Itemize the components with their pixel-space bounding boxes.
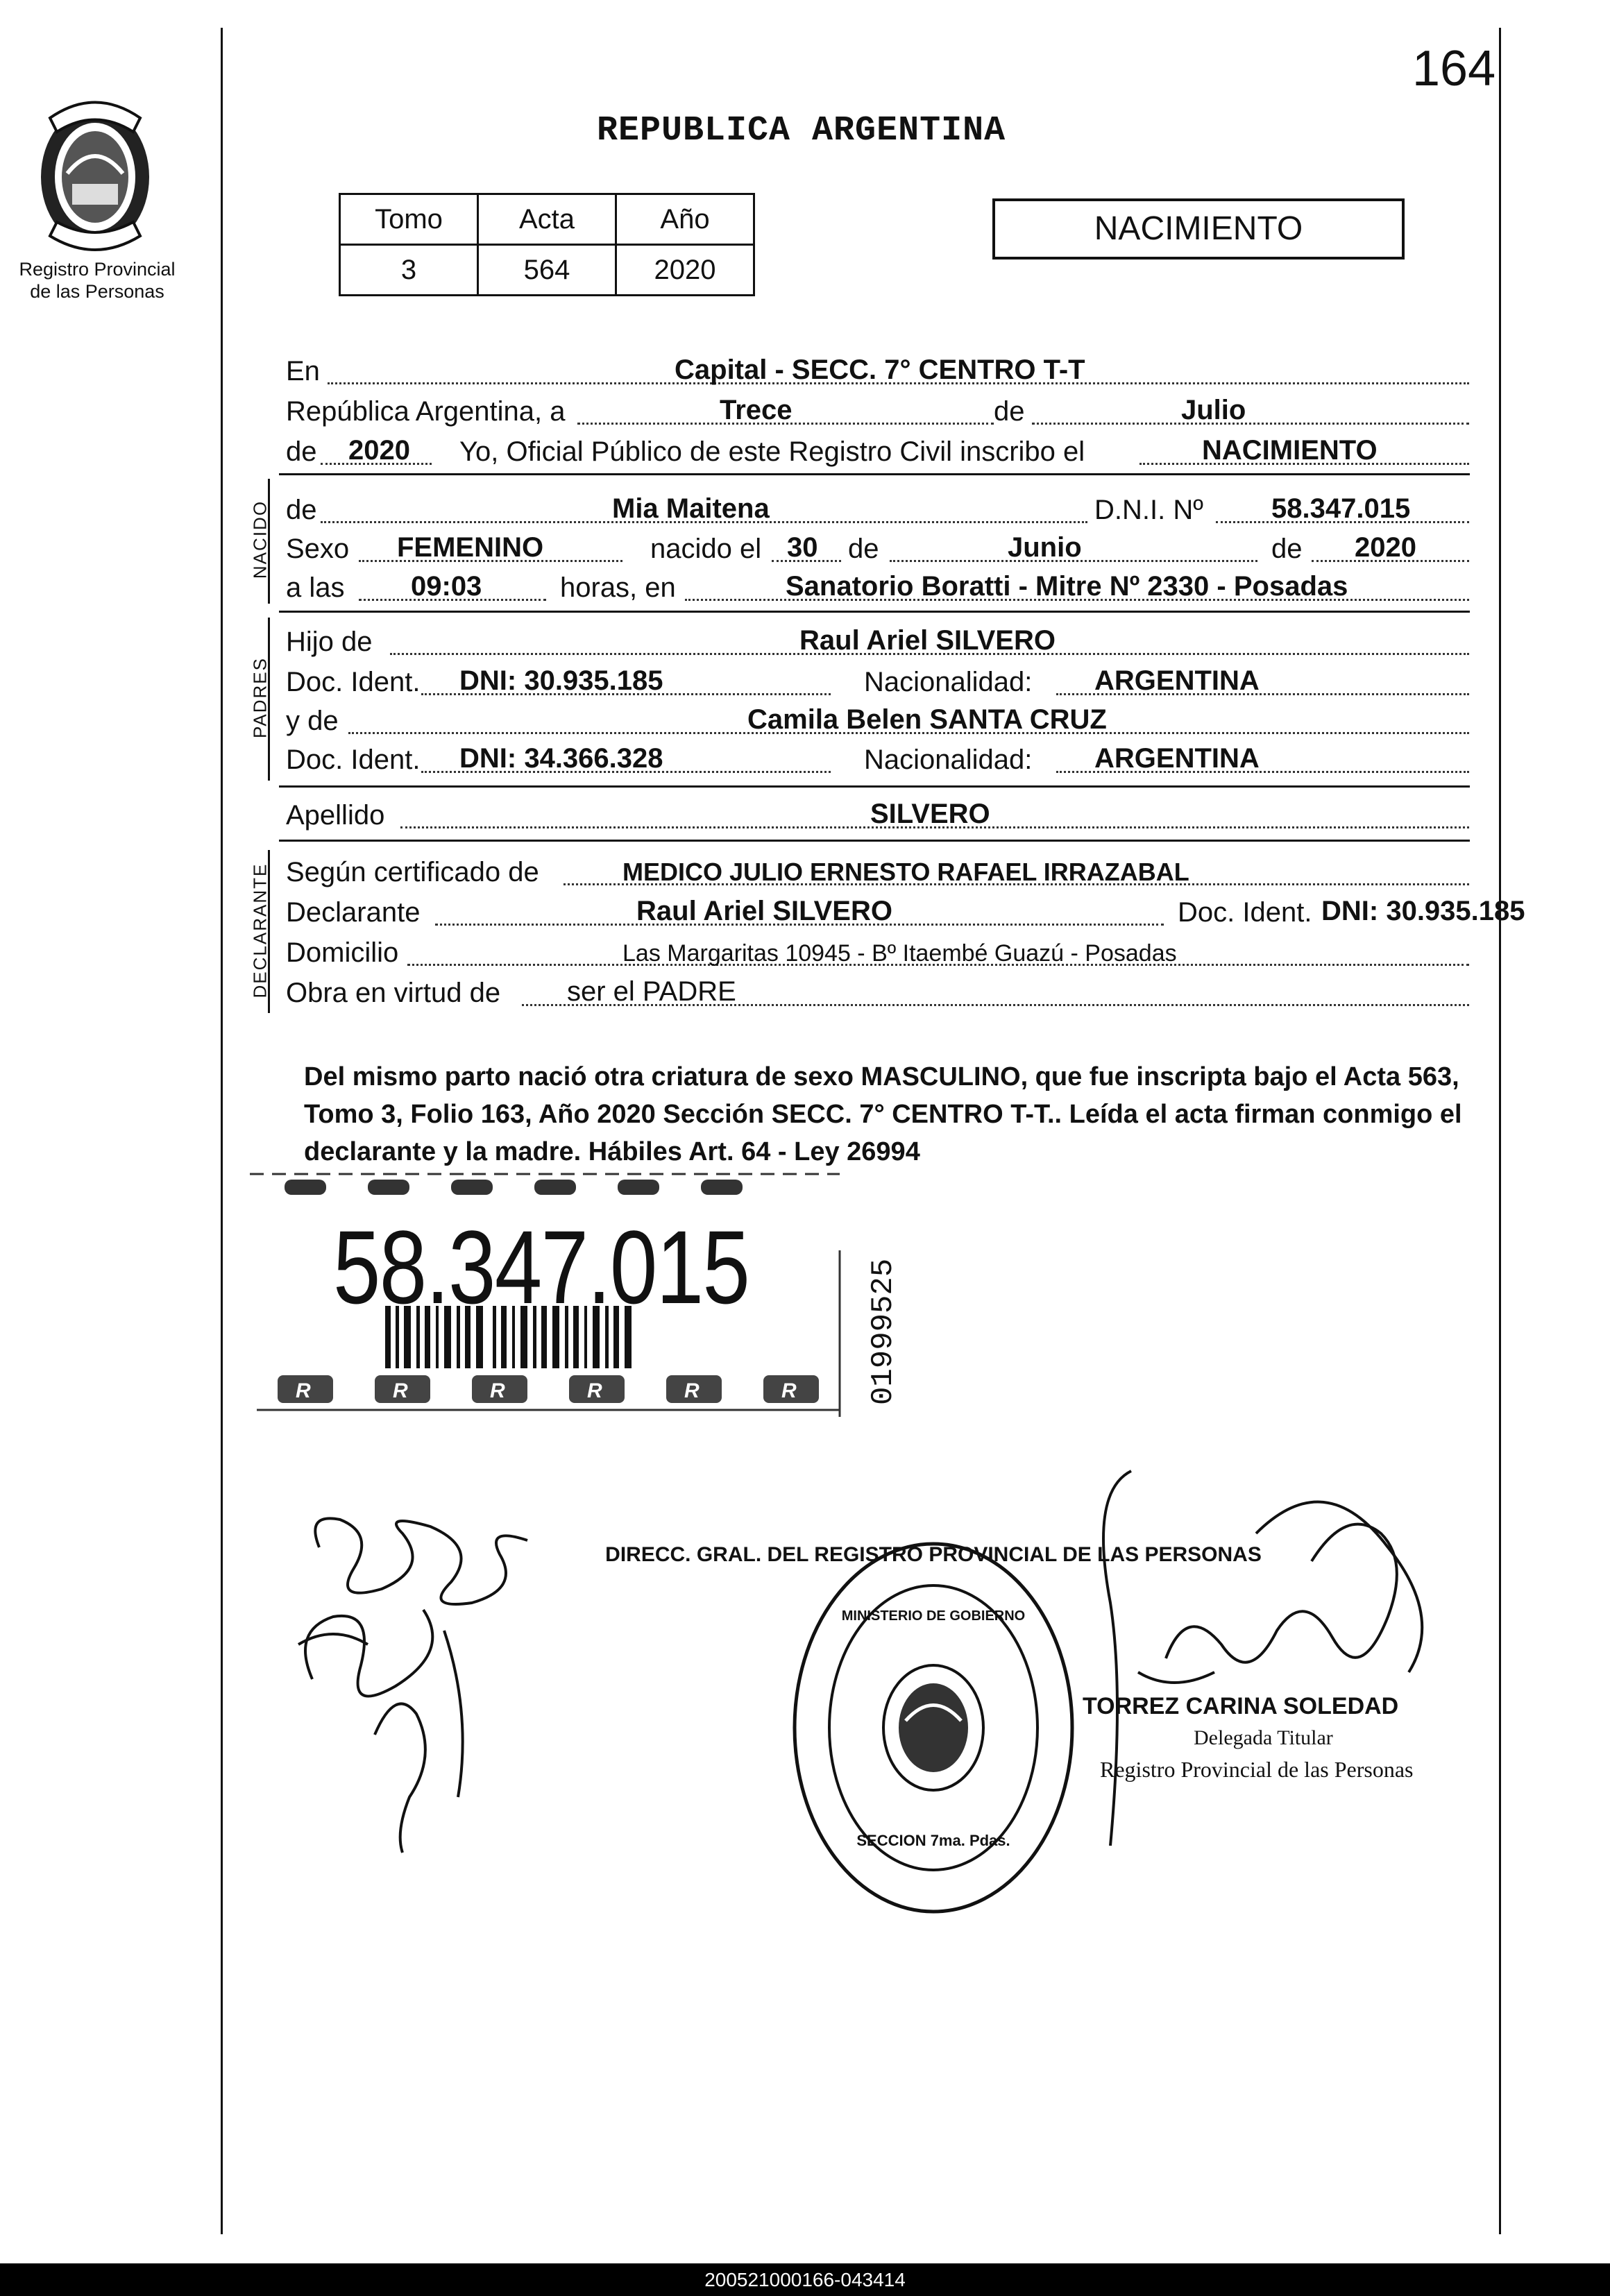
sexo-label: Sexo bbox=[286, 534, 350, 564]
separator-1 bbox=[279, 473, 1470, 475]
row-mother-name bbox=[286, 704, 1469, 740]
horas-en-label: horas, en bbox=[560, 572, 676, 603]
padres-section-label: PADRES bbox=[249, 657, 271, 738]
child-dni-value: 58.347.015 bbox=[1271, 493, 1411, 524]
father-doc-value: DNI: 30.935.185 bbox=[459, 665, 663, 696]
registry-label-line1: Registro Provincial bbox=[19, 259, 176, 280]
en-label: En bbox=[286, 356, 320, 386]
domicilio-label: Domicilio bbox=[286, 937, 399, 968]
nacido-section-label: NACIDO bbox=[249, 500, 271, 579]
reason-value: ser el PADRE bbox=[567, 976, 736, 1007]
de-label: de bbox=[994, 396, 1025, 427]
record-table-header-row bbox=[340, 194, 754, 245]
year-label: de bbox=[286, 436, 317, 467]
row-time-place bbox=[286, 570, 1469, 606]
separator-4 bbox=[279, 840, 1470, 842]
father-doc-label: Doc. Ident. bbox=[286, 667, 421, 697]
address-value: Las Margaritas 10945 - Bº Itaembé Guazú - Posadas bbox=[622, 940, 1177, 967]
right-margin-line bbox=[1499, 28, 1501, 2234]
province-emblem bbox=[29, 90, 161, 257]
handwritten-signature-left bbox=[291, 1506, 604, 1870]
nacido-el-label: nacido el bbox=[650, 534, 762, 564]
birth-year-value: 2020 bbox=[1355, 532, 1416, 563]
record-table-value: 564 bbox=[478, 245, 616, 296]
hijo-de-label: Hijo de bbox=[286, 627, 373, 657]
seal-section-text: SECCION 7ma. Pdas. bbox=[856, 1832, 1010, 1849]
registry-label bbox=[0, 258, 194, 303]
row-surname bbox=[286, 798, 1469, 834]
row-year bbox=[286, 434, 1469, 470]
dni-label: D.N.I. Nº bbox=[1094, 495, 1203, 525]
record-table-header: Año bbox=[616, 194, 754, 245]
record-table-header: Acta bbox=[478, 194, 616, 245]
sticker-watermark-letter: R bbox=[393, 1379, 408, 1402]
act-type-value: NACIMIENTO bbox=[1202, 435, 1378, 466]
birth-month-value: Junio bbox=[1008, 532, 1082, 563]
certificate-value: MEDICO JULIO ERNESTO RAFAEL IRRAZABAL bbox=[622, 858, 1189, 886]
row-father-doc bbox=[286, 665, 1469, 701]
father-name-value: Raul Ariel SILVERO bbox=[799, 625, 1056, 656]
birth-day-value: 30 bbox=[787, 532, 818, 563]
inscription-text: Yo, Oficial Público de este Registro Civil inscribo el bbox=[459, 436, 1085, 467]
declarante-section-label: DECLARANTE bbox=[249, 862, 271, 998]
record-table-header: Tomo bbox=[340, 194, 478, 245]
declarant-doc-label: Doc. Ident. bbox=[1178, 897, 1312, 928]
row-reason bbox=[286, 976, 1469, 1012]
row-declarant bbox=[286, 895, 1525, 931]
child-name-value: Mia Maitena bbox=[612, 493, 770, 524]
left-margin-line bbox=[221, 28, 223, 2234]
row-place bbox=[286, 354, 1469, 390]
official-role: Delegada Titular bbox=[1194, 1726, 1333, 1749]
footer-code: 200521000166-043414 bbox=[0, 2263, 1610, 2296]
page-number: 164 bbox=[1412, 41, 1496, 96]
apellido-label: Apellido bbox=[286, 800, 385, 831]
mother-nationality-value: ARGENTINA bbox=[1094, 743, 1260, 774]
additional-note: Del mismo parto nació otra criatura de sexo MASCULINO, que fue inscripta bajo el Acta 563, Tomo 3, Folio 163, Año 2020 Sección SECC. 7° CENTRO T-T.. Leída el acta firman conmigo el declarante y la madre. Hábiles Art. 64 - Ley 26994 bbox=[304, 1062, 1462, 1166]
document-title: REPUBLICA ARGENTINA bbox=[597, 111, 1006, 151]
official-office: Registro Provincial de las Personas bbox=[1100, 1757, 1414, 1782]
seal-outer-text: DIRECC. GRAL. DEL REGISTRO PROVINCIAL DE LAS PERSONAS bbox=[605, 1543, 1262, 1566]
declarant-doc-value: DNI: 30.935.185 bbox=[1321, 896, 1525, 926]
month-value: Julio bbox=[1181, 395, 1246, 425]
sticker-watermark-letter: R bbox=[684, 1379, 700, 1402]
a-las-label: a las bbox=[286, 572, 345, 603]
separator-2 bbox=[279, 611, 1470, 613]
declarant-name-value: Raul Ariel SILVERO bbox=[636, 896, 892, 926]
sticker-watermark-letter: R bbox=[781, 1379, 797, 1402]
sticker-watermark-letter: R bbox=[296, 1379, 311, 1402]
record-table bbox=[339, 193, 755, 296]
row-child-name bbox=[286, 493, 1469, 529]
father-nationality-label: Nacionalidad: bbox=[864, 667, 1033, 697]
child-de-label: de bbox=[286, 495, 317, 525]
sticker-watermark-letter: R bbox=[587, 1379, 602, 1402]
sticker-dni-number: 58.347.015 bbox=[333, 1209, 749, 1325]
day-words-value: Trece bbox=[720, 395, 793, 425]
seal-inner-text: MINISTERIO DE GOBIERNO bbox=[841, 1608, 1026, 1624]
y-de-label: y de bbox=[286, 706, 339, 736]
row-mother-doc bbox=[286, 742, 1469, 779]
sticker-watermark-letter: R bbox=[490, 1379, 505, 1402]
record-table-value: 2020 bbox=[616, 245, 754, 296]
republic-label: República Argentina, a bbox=[286, 396, 566, 427]
obra-label: Obra en virtud de bbox=[286, 978, 501, 1008]
time-value: 09:03 bbox=[411, 571, 482, 602]
sex-value: FEMENINO bbox=[397, 532, 544, 563]
row-certificate bbox=[286, 855, 1469, 891]
mother-name-value: Camila Belen SANTA CRUZ bbox=[747, 704, 1107, 735]
declarante-label: Declarante bbox=[286, 897, 421, 928]
handwritten-signature-right bbox=[1083, 1464, 1457, 1856]
sticker-serial: 01999525 bbox=[866, 1258, 901, 1405]
row-father-name bbox=[286, 624, 1469, 661]
mother-nationality-label: Nacionalidad: bbox=[864, 745, 1033, 775]
year-value: 2020 bbox=[348, 435, 410, 466]
document-type-box: NACIMIENTO bbox=[992, 198, 1405, 260]
certificado-label: Según certificado de bbox=[286, 857, 539, 887]
birth-de-label: de bbox=[848, 534, 879, 564]
record-table-value-row bbox=[340, 245, 754, 296]
separator-3 bbox=[279, 785, 1470, 788]
row-sex-birth bbox=[286, 532, 1469, 568]
father-nationality-value: ARGENTINA bbox=[1094, 665, 1260, 696]
official-name: TORREZ CARINA SOLEDAD bbox=[1083, 1693, 1399, 1719]
birth-place-value: Sanatorio Boratti - Mitre Nº 2330 - Posadas bbox=[786, 571, 1348, 602]
surname-value: SILVERO bbox=[870, 799, 990, 829]
birth-de-label-2: de bbox=[1271, 534, 1303, 564]
row-address bbox=[286, 935, 1469, 971]
place-value: Capital - SECC. 7° CENTRO T-T bbox=[675, 355, 1085, 385]
record-table-value: 3 bbox=[340, 245, 478, 296]
registry-label-line2: de las Personas bbox=[30, 281, 164, 302]
mother-doc-label: Doc. Ident. bbox=[286, 745, 421, 775]
row-date bbox=[286, 394, 1469, 430]
mother-doc-value: DNI: 34.366.328 bbox=[459, 743, 663, 774]
